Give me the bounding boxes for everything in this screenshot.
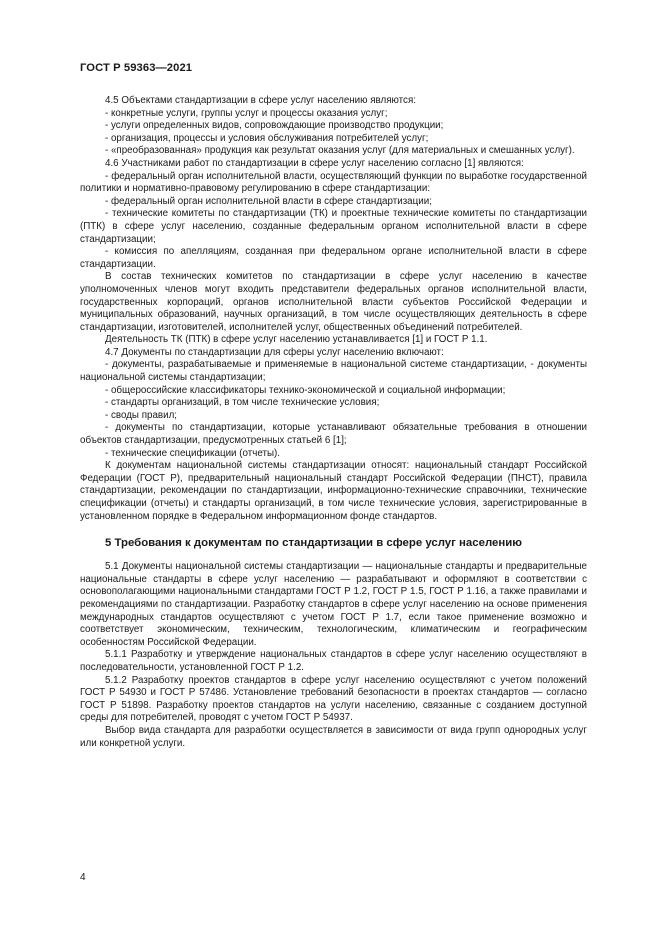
paragraph: 4.7 Документы по стандартизации для сферы услуг населению включают: [105,346,444,358]
paragraph: - документы, разрабатываемые и применяемые в национальной системе стандартизации, - документы национальной системы стандартизации; [80,359,587,384]
paragraph: - технические спецификации (отчеты). [105,447,280,459]
paragraph: 5.1.1 Разработку и утверждение национальных стандартов в сфере услуг населению осуществляют в последовательности, установленной ГОСТ Р 1.2. [80,649,587,673]
paragraph: 4.6 Участниками работ по стандартизации в сфере услуг населению согласно [1] являются: [105,157,524,169]
paragraph: К документам национальной системы стандартизации относят: национальный стандарт Российской Федерации (ГОСТ Р), предварительный национальный стандарт Российской Федерации (ПНСТ), правила стандартизации, рекомендации по стандартизации, информационно-технические справочники, технические спецификации (отчеты) и стандарты организаций, в том числе технические условия, зарегистрированные в установленном порядке в Федеральном информационном фонде стандартов. [80,460,587,522]
section-4-text [80,95,587,523]
paragraph: В состав технических комитетов по стандартизации в сфере услуг населению в качестве уполномоченных членов могут входить представители федеральных органов исполнительной власти, государственных корпораций, органов исполнительной власти субъектов Российской Федерации и муниципальных образований, научных организаций, в том числе осуществляющих деятельность в сфере стандартизации, изготовителей, исполнителей услуг, общественных объединений потребителей. [80,271,587,333]
paragraph: - организация, процессы и условия обслуживания потребителей услуг; [105,132,429,144]
section-5-text [80,561,587,750]
paragraph: Деятельность ТК (ПТК) в сфере услуг населению устанавливается [1] и ГОСТ Р 1.1. [105,334,488,346]
paragraph: - федеральный орган исполнительной власти, осуществляющий функции по выработке государственной политики и нормативно-правовому регулированию в сфере стандартизации: [80,170,587,195]
paragraph: - «преобразованная» продукция как результат оказания услуг (для материальных и смешанных услуг). [105,145,575,157]
paragraph: - федеральный орган исполнительной власти в сфере стандартизации; [105,195,432,207]
document-header: ГОСТ Р 59363—2021 [80,62,193,74]
paragraph: Выбор вида стандарта для разработки осуществляется в зависимости от вида групп однородных услуг или конкретной услуги. [80,724,587,749]
page-number: 4 [80,872,86,883]
paragraph: 5.1 Документы национальной системы стандартизации — национальные стандарты и предварительные национальные стандарты в сфере услуг населению — разрабатывают и оформляют в соответствии с основополагающими национальными стандартами ГОСТ Р 1.2, ГОСТ Р 1.5, ГОСТ Р 1.16, а также правилами и рекомендациями по стандартизации. Разработку стандартов в сфере услуг населению на основе применения международных стандартов осуществляют с учетом ГОСТ Р 1.7, если такое применение возможно и соответствует экономическим, техническим, технологическим, климатическим и географическим особенностям Российской Федерации. [80,561,587,648]
document-body [80,95,587,750]
paragraph: - конкретные услуги, группы услуг и процессы оказания услуг; [105,107,388,119]
paragraph: - технические комитеты по стандартизации (ТК) и проектные технические комитеты по стандартизации (ПТК) в сфере услуг населению, созданные федеральным органом исполнительной власти в сфере стандартизации; [80,208,587,245]
section-heading: 5 Требования к документам по стандартизации в сфере услуг населению [105,537,522,550]
paragraph: - документы по стандартизации, которые устанавливают обязательные требования в отношении объектов стандартизации, предусмотренных статьей 6 [1]; [80,422,587,447]
paragraph: - стандарты организаций, в том числе технические условия; [105,397,380,409]
paragraph: 4.5 Объектами стандартизации в сфере услуг населению являются: [105,95,416,106]
paragraph: - общероссийские классификаторы технико-экономической и социальной информации; [105,384,506,396]
paragraph: - услуги определенных видов, сопровождающие производство продукции; [105,120,444,132]
paragraph: - комиссия по апелляциям, созданная при федеральном органе исполнительной власти в сфере стандартизации. [80,246,587,270]
paragraph: - своды правил; [105,409,178,421]
paragraph: 5.1.2 Разработку проектов стандартов в сфере услуг населению осуществляют с учетом положений ГОСТ Р 54930 и ГОСТ Р 57486. Установление требований безопасности в проектах стандартов — согласно ГОСТ Р 51898. Разработку проектов стандартов на услуги населению, связанные с созданием доступной среды для потребителей, проводят с учетом ГОСТ Р 54937. [80,674,587,724]
